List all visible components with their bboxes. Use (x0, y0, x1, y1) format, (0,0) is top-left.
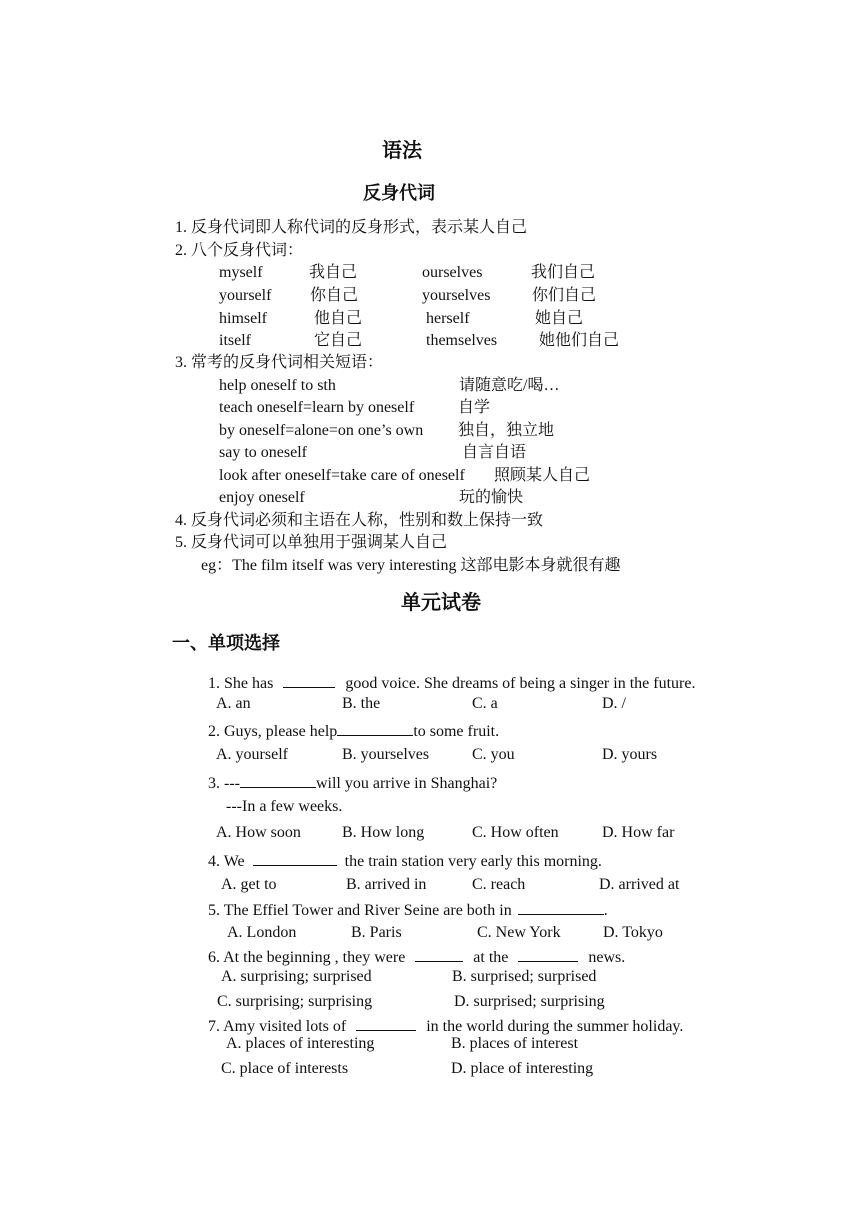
pronoun-zh: 他自己 (314, 310, 363, 327)
option[interactable]: C. you (472, 746, 515, 763)
phrase-zh: 请随意吃/喝… (459, 377, 560, 394)
pronoun-en: myself (219, 264, 263, 281)
question-3: 3. --- will you arrive in Shanghai? (208, 775, 498, 792)
option[interactable]: B. the (342, 695, 381, 712)
pronoun-zh-plural: 你们自己 (532, 287, 597, 304)
pronoun-zh-plural: 她他们自己 (539, 332, 620, 349)
question-3-answer-line: ---In a few weeks. (226, 798, 343, 815)
pronoun-en-plural: herself (426, 310, 470, 327)
phrase-en: look after oneself=take care of oneself (219, 467, 465, 484)
phrase-zh: 照顾某人自己 (494, 467, 591, 484)
pronoun-zh-plural: 我们自己 (531, 264, 596, 281)
option[interactable]: B. arrived in (346, 876, 427, 893)
pronoun-en-plural: yourselves (422, 287, 491, 304)
phrase-en: say to oneself (219, 444, 307, 461)
phrase-en: help oneself to sth (219, 377, 336, 394)
answer-blank[interactable] (518, 947, 578, 962)
question-6: 6. At the beginning , they were at the news. (208, 949, 626, 966)
option[interactable]: D. / (602, 695, 626, 712)
option[interactable]: B. How long (342, 824, 425, 841)
grammar-point-2: 2. 八个反身代词： (175, 242, 304, 259)
option[interactable]: C. How often (472, 824, 559, 841)
question-5: 5. The Effiel Tower and River Seine are both in . (208, 902, 608, 919)
answer-blank[interactable] (240, 773, 316, 788)
phrase-zh: 自言自语 (462, 444, 527, 461)
pronoun-en-plural: themselves (426, 332, 498, 349)
option[interactable]: A. places of interesting (226, 1035, 375, 1052)
option[interactable]: C. reach (472, 876, 526, 893)
question-1: 1. She has good voice. She dreams of being a singer in the future. (208, 675, 696, 692)
option[interactable]: A. get to (221, 876, 277, 893)
option[interactable]: D. How far (602, 824, 675, 841)
grammar-subtitle: 反身代词 (363, 183, 435, 204)
question-7: 7. Amy visited lots of in the world during the summer holiday. (208, 1018, 684, 1035)
option[interactable]: C. a (472, 695, 498, 712)
phrase-en: enjoy oneself (219, 489, 305, 506)
grammar-point-3: 3. 常考的反身代词相关短语： (175, 354, 384, 371)
pronoun-en: himself (219, 310, 267, 327)
pronoun-en: yourself (219, 287, 272, 304)
grammar-point-5: 5. 反身代词可以单独用于强调某人自己 (175, 534, 448, 551)
option[interactable]: C. New York (477, 924, 561, 941)
phrase-zh: 玩的愉快 (459, 489, 524, 506)
option[interactable]: A. an (216, 695, 251, 712)
option[interactable]: A. surprising; surprised (221, 968, 372, 985)
option[interactable]: D. Tokyo (603, 924, 663, 941)
pronoun-en: itself (219, 332, 251, 349)
question-2: 2. Guys, please help to some fruit. (208, 723, 500, 740)
option[interactable]: B. places of interest (451, 1035, 579, 1052)
section-heading: 一、单项选择 (172, 633, 280, 654)
option[interactable]: D. surprised; surprising (454, 993, 605, 1010)
pronoun-zh: 它自己 (314, 332, 363, 349)
answer-blank[interactable] (356, 1016, 416, 1031)
pronoun-zh: 你自己 (310, 287, 359, 304)
phrase-en: teach oneself=learn by oneself (219, 399, 415, 416)
option[interactable]: D. place of interesting (451, 1060, 594, 1077)
grammar-example: eg：The film itself was very interesting 这部电影本身就很有趣 (201, 557, 621, 574)
option[interactable]: B. Paris (351, 924, 402, 941)
option[interactable]: B. yourselves (342, 746, 430, 763)
answer-blank[interactable] (283, 673, 335, 688)
phrase-zh: 独自，独立地 (458, 422, 555, 439)
option[interactable]: A. London (227, 924, 297, 941)
phrase-en: by oneself=alone=on one’s own (219, 422, 424, 439)
test-title: 单元试卷 (401, 590, 481, 614)
answer-blank[interactable] (253, 851, 337, 866)
option[interactable]: B. surprised; surprised (452, 968, 597, 985)
answer-blank[interactable] (337, 721, 413, 736)
pronoun-en-plural: ourselves (422, 264, 483, 281)
question-4: 4. We the train station very early this morning. (208, 853, 602, 870)
grammar-point-1: 1. 反身代词即人称代词的反身形式，表示某人自己 (175, 219, 528, 236)
answer-blank[interactable] (415, 947, 463, 962)
pronoun-zh: 我自己 (309, 264, 358, 281)
option[interactable]: A. How soon (216, 824, 301, 841)
option[interactable]: A. yourself (216, 746, 288, 763)
phrase-zh: 自学 (458, 399, 491, 416)
option[interactable]: C. place of interests (221, 1060, 349, 1077)
option[interactable]: D. arrived at (599, 876, 680, 893)
pronoun-zh-plural: 她自己 (535, 310, 584, 327)
grammar-point-4: 4. 反身代词必须和主语在人称，性别和数上保持一致 (175, 512, 544, 529)
answer-blank[interactable] (518, 900, 604, 915)
grammar-title: 语法 (382, 138, 422, 162)
option[interactable]: C. surprising; surprising (217, 993, 373, 1010)
option[interactable]: D. yours (602, 746, 658, 763)
